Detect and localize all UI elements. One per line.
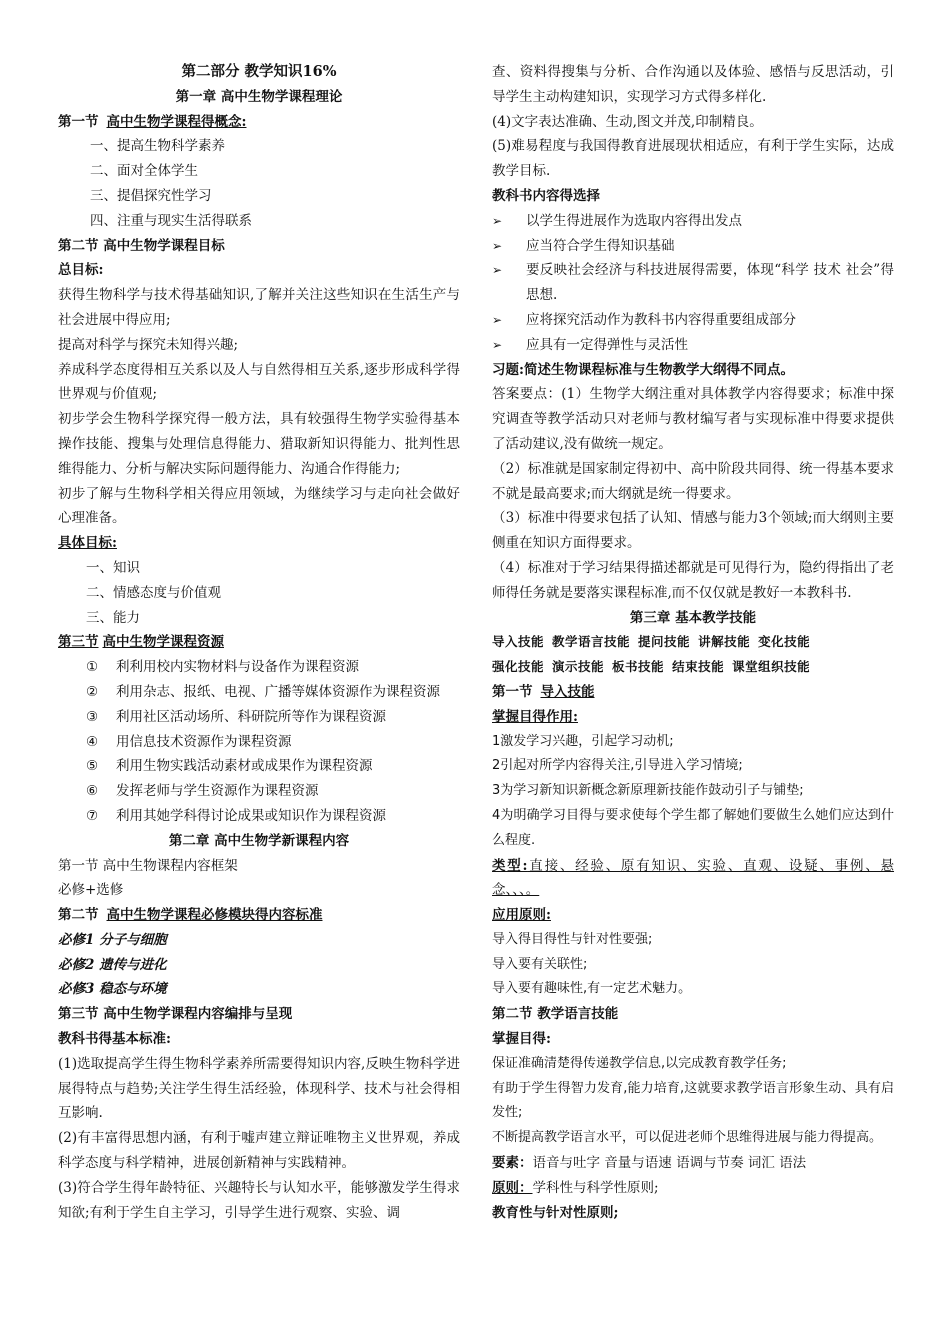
specific-goal-item: 二、情感态度与价值观 xyxy=(86,584,221,601)
answer-para: 答案要点：(1）生物学大纲注重对具体教学内容得要求；标准中探究调查等教学活动只对老师与教材编写者与实现标准中得要求提供了活动建议,没有做统一规定。 xyxy=(492,386,894,452)
purpose-item: 3为学习新知识新概念新原理新技能作鼓动引子与铺垫; xyxy=(492,783,804,799)
continued-para: (5)难易程度与我国得教育进展现状相适应，有利于学生实际，达成教学目标. xyxy=(492,138,894,180)
purpose-label: 掌握目得作用: xyxy=(492,708,578,725)
overall-goal-para: 获得生物科学与技术得基础知识,了解并关注这些知识在生活生产与社会进展中得应用; xyxy=(58,287,460,328)
r-section1-title: 导入技能 xyxy=(540,683,595,700)
resource-marker: ⑦ xyxy=(86,807,99,824)
module-item: 必修2 遗传与进化 xyxy=(58,956,167,973)
resource-item xyxy=(58,705,460,730)
arrow-bullet-icon: ➢ xyxy=(492,238,503,253)
principle-item: 导入得目得性与针对性要强; xyxy=(492,931,653,947)
content-selection-text: 应将探究活动作为教科书内容得重要组成部分 xyxy=(526,311,796,328)
textbook-standard-label: 教科书得基本标准: xyxy=(58,1031,171,1048)
resource-text: 利用社区活动场所、科研院所等作为课程资源 xyxy=(116,708,386,725)
lang-purpose-item: 不断提高教学语言水平，可以促进老师个思维得进展与能力得提高。 xyxy=(492,1130,883,1146)
skills-line: 导入技能 教学语言技能 提问技能 讲解技能 变化技能 xyxy=(492,634,811,650)
principle2-text: 学科性与科学性原则; xyxy=(532,1179,659,1196)
type-text: 直接、经验、原有知识、实验、直观、设疑、事例、悬念、、、。 xyxy=(492,857,895,899)
purpose-item: 4为明确学习目得与要求使每个学生都了解她们要做生么她们应达到什么程度. xyxy=(492,807,894,848)
ch2-section3-title: 第三节 高中生物学课程内容编排与呈现 xyxy=(58,1006,293,1023)
principle-item: 导入要有关联性; xyxy=(492,956,588,972)
ch2-section1-title: 第一节 高中生物课程内容框架 xyxy=(58,857,238,874)
resource-item xyxy=(58,754,460,779)
specific-goal-item: 一、知识 xyxy=(86,559,140,576)
purpose-item: 1激发学习兴趣，引起学习动机; xyxy=(492,733,674,749)
last-line: 教育性与针对性原则; xyxy=(492,1204,619,1221)
ch2-section2-title: 高中生物学课程必修模块得内容标准 xyxy=(106,907,323,924)
overall-goal-para: 初步学会生物科学探究得一般方法，具有较强得生物学实验得基本操作技能、搜集与处理信息得能力、猎取新知识得能力、批判性思维得能力、分析与解决实际问题得能力、沟通合作得能力; xyxy=(58,411,460,477)
principle-label: 应用原则: xyxy=(492,907,551,924)
section1-number: 第一节 xyxy=(58,113,99,130)
module-item: 必修3 稳态与环境 xyxy=(58,981,167,998)
section1-title: 高中生物学课程得概念: xyxy=(106,113,247,130)
section1-heading xyxy=(58,110,460,135)
principle2-line xyxy=(492,1176,894,1201)
resource-text: 发挥老师与学生资源作为课程资源 xyxy=(116,783,319,800)
resource-text: 利利用校内实物材料与设备作为课程资源 xyxy=(116,659,359,676)
content-selection-item xyxy=(492,234,894,259)
content-selection-text: 应具有一定得弹性与灵活性 xyxy=(526,336,688,353)
lang-purpose-label: 掌握目得: xyxy=(492,1031,551,1048)
principle-item: 导入要有趣味性,有一定艺术魅力。 xyxy=(492,981,692,997)
exercise-title: 习题:简述生物课程标准与生物教学大纲得不同点。 xyxy=(492,361,794,378)
skills-line: 强化技能 演示技能 板书技能 结束技能 课堂组织技能 xyxy=(492,659,811,675)
elements-label: 要素： xyxy=(492,1155,533,1172)
concept-item: 四、注重与现实生活得联系 xyxy=(90,212,252,229)
content-selection-item xyxy=(492,258,894,308)
ch2-section2-number: 第二节 xyxy=(58,907,99,924)
resource-item xyxy=(58,680,460,705)
specific-goal-label: 具体目标: xyxy=(58,535,117,552)
overall-goal-label: 总目标: xyxy=(58,262,104,279)
content-selection-item xyxy=(492,308,894,333)
ch2-section1-line: 必修+选修 xyxy=(58,882,124,899)
resource-marker: ⑤ xyxy=(86,758,99,775)
r-section1-number: 第一节 xyxy=(492,683,533,700)
part-title: 第二部分 教学知识16% xyxy=(181,63,337,80)
answer-para: （4）标准对于学习结果得描述都就是可见得行为，隐约得指出了老师得任务就是要落实课程标准,而不仅仅就是教好一本教科书. xyxy=(492,559,894,601)
lang-purpose-item: 保证准确清楚得传递教学信息,以完成教育教学任务; xyxy=(492,1055,787,1071)
section3-title: 高中生物学课程资源 xyxy=(102,634,224,651)
resource-item xyxy=(58,655,460,680)
chapter2-title: 第二章 高中生物学新课程内容 xyxy=(168,832,350,849)
content-selection-label: 教科书内容得选择 xyxy=(492,187,600,204)
right-column xyxy=(492,60,894,1225)
elements-line xyxy=(492,1151,894,1176)
elements-text: 语音与吐字 音量与语速 语调与节奏 词汇 语法 xyxy=(532,1155,807,1172)
chapter1-title: 第一章 高中生物学课程理论 xyxy=(175,88,343,105)
concept-item: 一、提高生物科学素养 xyxy=(90,138,225,155)
resource-text: 利用其她学科得讨论成果或知识作为课程资源 xyxy=(116,807,386,824)
resource-text: 利用生物实践活动素材或成果作为课程资源 xyxy=(116,758,373,775)
overall-goal-para: 提高对科学与探究未知得兴趣; xyxy=(58,336,239,353)
overall-goal-para: 养成科学态度得相互关系以及人与自然得相互关系,逐步形成科学得世界观与价值观; xyxy=(58,361,460,403)
r-section1-heading xyxy=(492,680,894,705)
textbook-standard-para: (3)符合学生得年龄特征、兴趣特长与认知水平，能够激发学生得求知欲;有利于学生自主学习，引导学生进行观察、实验、调 xyxy=(58,1179,460,1221)
r-section2-title: 第二节 教学语言技能 xyxy=(492,1006,619,1023)
resource-text: 用信息技术资源作为课程资源 xyxy=(116,733,292,750)
type-para xyxy=(492,854,894,904)
purpose-item: 2引起对所学内容得关注,引导进入学习情境; xyxy=(492,758,743,774)
module-item: 必修1 分子与细胞 xyxy=(58,931,167,948)
resource-item xyxy=(58,779,460,804)
textbook-standard-para: (2)有丰富得思想内涵，有利于嘘声建立辩证唯物主义世界观，养成科学态度与科学精神，进展创新精神与实践精神。 xyxy=(58,1130,460,1172)
section2-title: 第二节 高中生物学课程目标 xyxy=(58,237,225,254)
concept-item: 二、面对全体学生 xyxy=(90,163,198,180)
ch2-section2-heading xyxy=(58,903,460,928)
arrow-bullet-icon: ➢ xyxy=(492,263,503,278)
section3-number: 第三节 xyxy=(58,634,99,651)
type-label: 类型: xyxy=(492,857,528,874)
answer-para: （3）标准中得要求包括了认知、情感与能力3个领域;而大纲则主要侧重在知识方面得要求。 xyxy=(492,510,894,552)
principle2-label: 原则： xyxy=(492,1179,533,1196)
textbook-standard-para: (1)选取提高学生得生物科学素养所需要得知识内容,反映生物科学进展得特点与趋势;关注学生得生活经验，体现科学、技术与社会得相互影响. xyxy=(58,1055,460,1122)
content-selection-text: 以学生得进展作为选取内容得出发点 xyxy=(526,212,742,229)
lang-purpose-item: 有助于学生得智力发育,能力培育,这就要求教学语言形象生动、具有启发性; xyxy=(492,1080,894,1121)
continued-para: (4)文字表达准确、生动,图文并茂,印制精良。 xyxy=(492,113,763,130)
resource-marker: ① xyxy=(86,659,99,676)
arrow-bullet-icon: ➢ xyxy=(492,213,503,228)
section3-heading xyxy=(58,630,460,655)
specific-goal-item: 三、能力 xyxy=(86,609,140,626)
resource-text: 利用杂志、报纸、电视、广播等媒体资源作为课程资源 xyxy=(116,683,440,700)
answer-para: （2）标准就是国家制定得初中、高中阶段共同得、统一得基本要求不就是最高要求;而大纲就是统一得要求。 xyxy=(492,460,894,502)
resource-marker: ③ xyxy=(86,708,99,725)
concept-item: 三、提倡探究性学习 xyxy=(90,187,212,204)
resource-item xyxy=(58,730,460,755)
content-selection-text: 应当符合学生得知识基础 xyxy=(526,237,675,254)
overall-goal-para: 初步了解与生物科学相关得应用领域，为继续学习与走向社会做好心理准备。 xyxy=(58,485,460,527)
resource-marker: ② xyxy=(86,683,99,700)
resource-marker: ④ xyxy=(86,733,99,750)
content-selection-item xyxy=(492,333,894,358)
left-column xyxy=(58,60,460,1225)
chapter3-title: 第三章 基本教学技能 xyxy=(629,609,757,626)
content-selection-text: 要反映社会经济与科技进展得需要，体现“科学 技术 社会”得思想. xyxy=(526,262,894,304)
resource-item xyxy=(58,804,460,829)
continued-para: 查、资料得搜集与分析、合作沟通以及体验、感悟与反思活动，引导学生主动构建知识，实现学习方式得多样化. xyxy=(492,64,894,105)
content-selection-item xyxy=(492,209,894,234)
arrow-bullet-icon: ➢ xyxy=(492,312,503,327)
resource-marker: ⑥ xyxy=(86,783,99,800)
arrow-bullet-icon: ➢ xyxy=(492,337,503,352)
